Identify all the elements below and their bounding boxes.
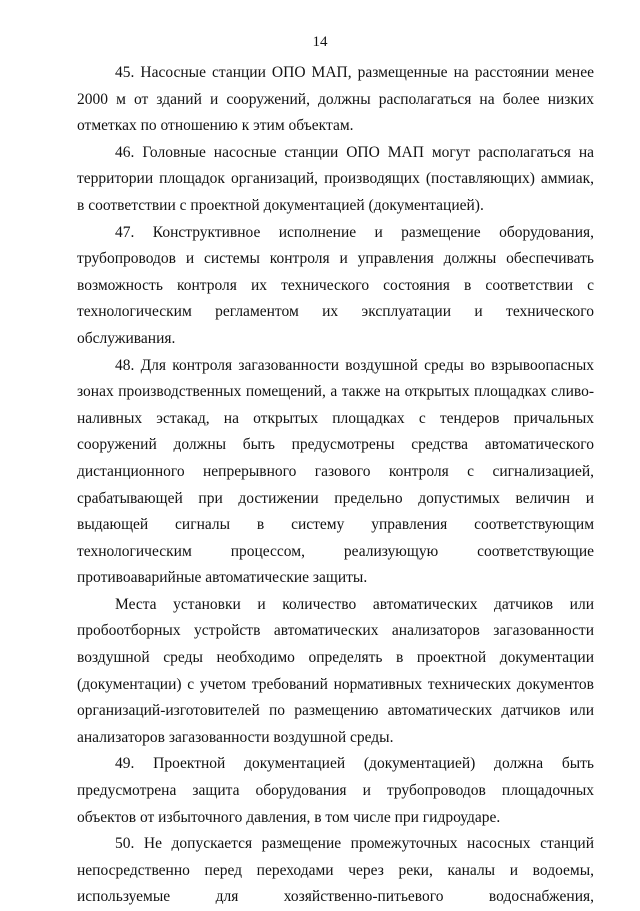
document-body [77,60,594,911]
page-number: 14 [312,34,328,50]
paragraph-50: 50. Не допускается размещение промежуточных насосных станций непосредственно перед переходами через реки, каналы и водоемы, используемые для хозяйственно-питьевого водоснабжения, [77,835,594,906]
paragraph-48: 48. Для контроля загазованности воздушной среды во взрывоопасных зонах производственных помещений, а также на открытых площадках сливо-наливных эстакад, на открытых площадках с тендеров причальных сооружений должны быть предусмотрены средства автоматического дистанционного непрерывного газового контроля с сигнализацией, срабатывающей при достижении предельно допустимых величин и выдающей сигналы в систему управления соответствующим технологическим процессом, реализующую соответствующие противоаварийные автоматические защиты. [77,356,594,587]
paragraph-48-sensors: Места установки и количество автоматических датчиков или пробоотборных устройств автоматических анализаторов загазованности воздушной среды необходимо определять в проектной документации (документации) с учетом требований нормативных технических документов организаций-изготовителей по размещению автоматических датчиков или анализаторов загазованности воздушной среды. [77,595,594,746]
paragraph-49: 49. Проектной документацией (документацией) должна быть предусмотрена защита оборудования и трубопроводов площадочных объектов от избыточного давления, в том числе при гидроударе. [77,755,594,826]
paragraph-45: 45. Насосные станции ОПО МАП, размещенные на расстоянии менее 2000 м от зданий и сооружений, должны располагаться на более низких отметках по отношению к этим объектам. [77,64,594,135]
paragraph-47: 47. Конструктивное исполнение и размещение оборудования, трубопроводов и системы контроля и управления должны обеспечивать возможность контроля их технического состояния в соответствии с технологическим регламентом их эксплуатации и технического обслуживания. [77,223,594,347]
paragraph-46: 46. Головные насосные станции ОПО МАП могут располагаться на территории площадок организаций, производящих (поставляющих) аммиак, в соответствии с проектной документацией (документацией). [77,143,594,214]
